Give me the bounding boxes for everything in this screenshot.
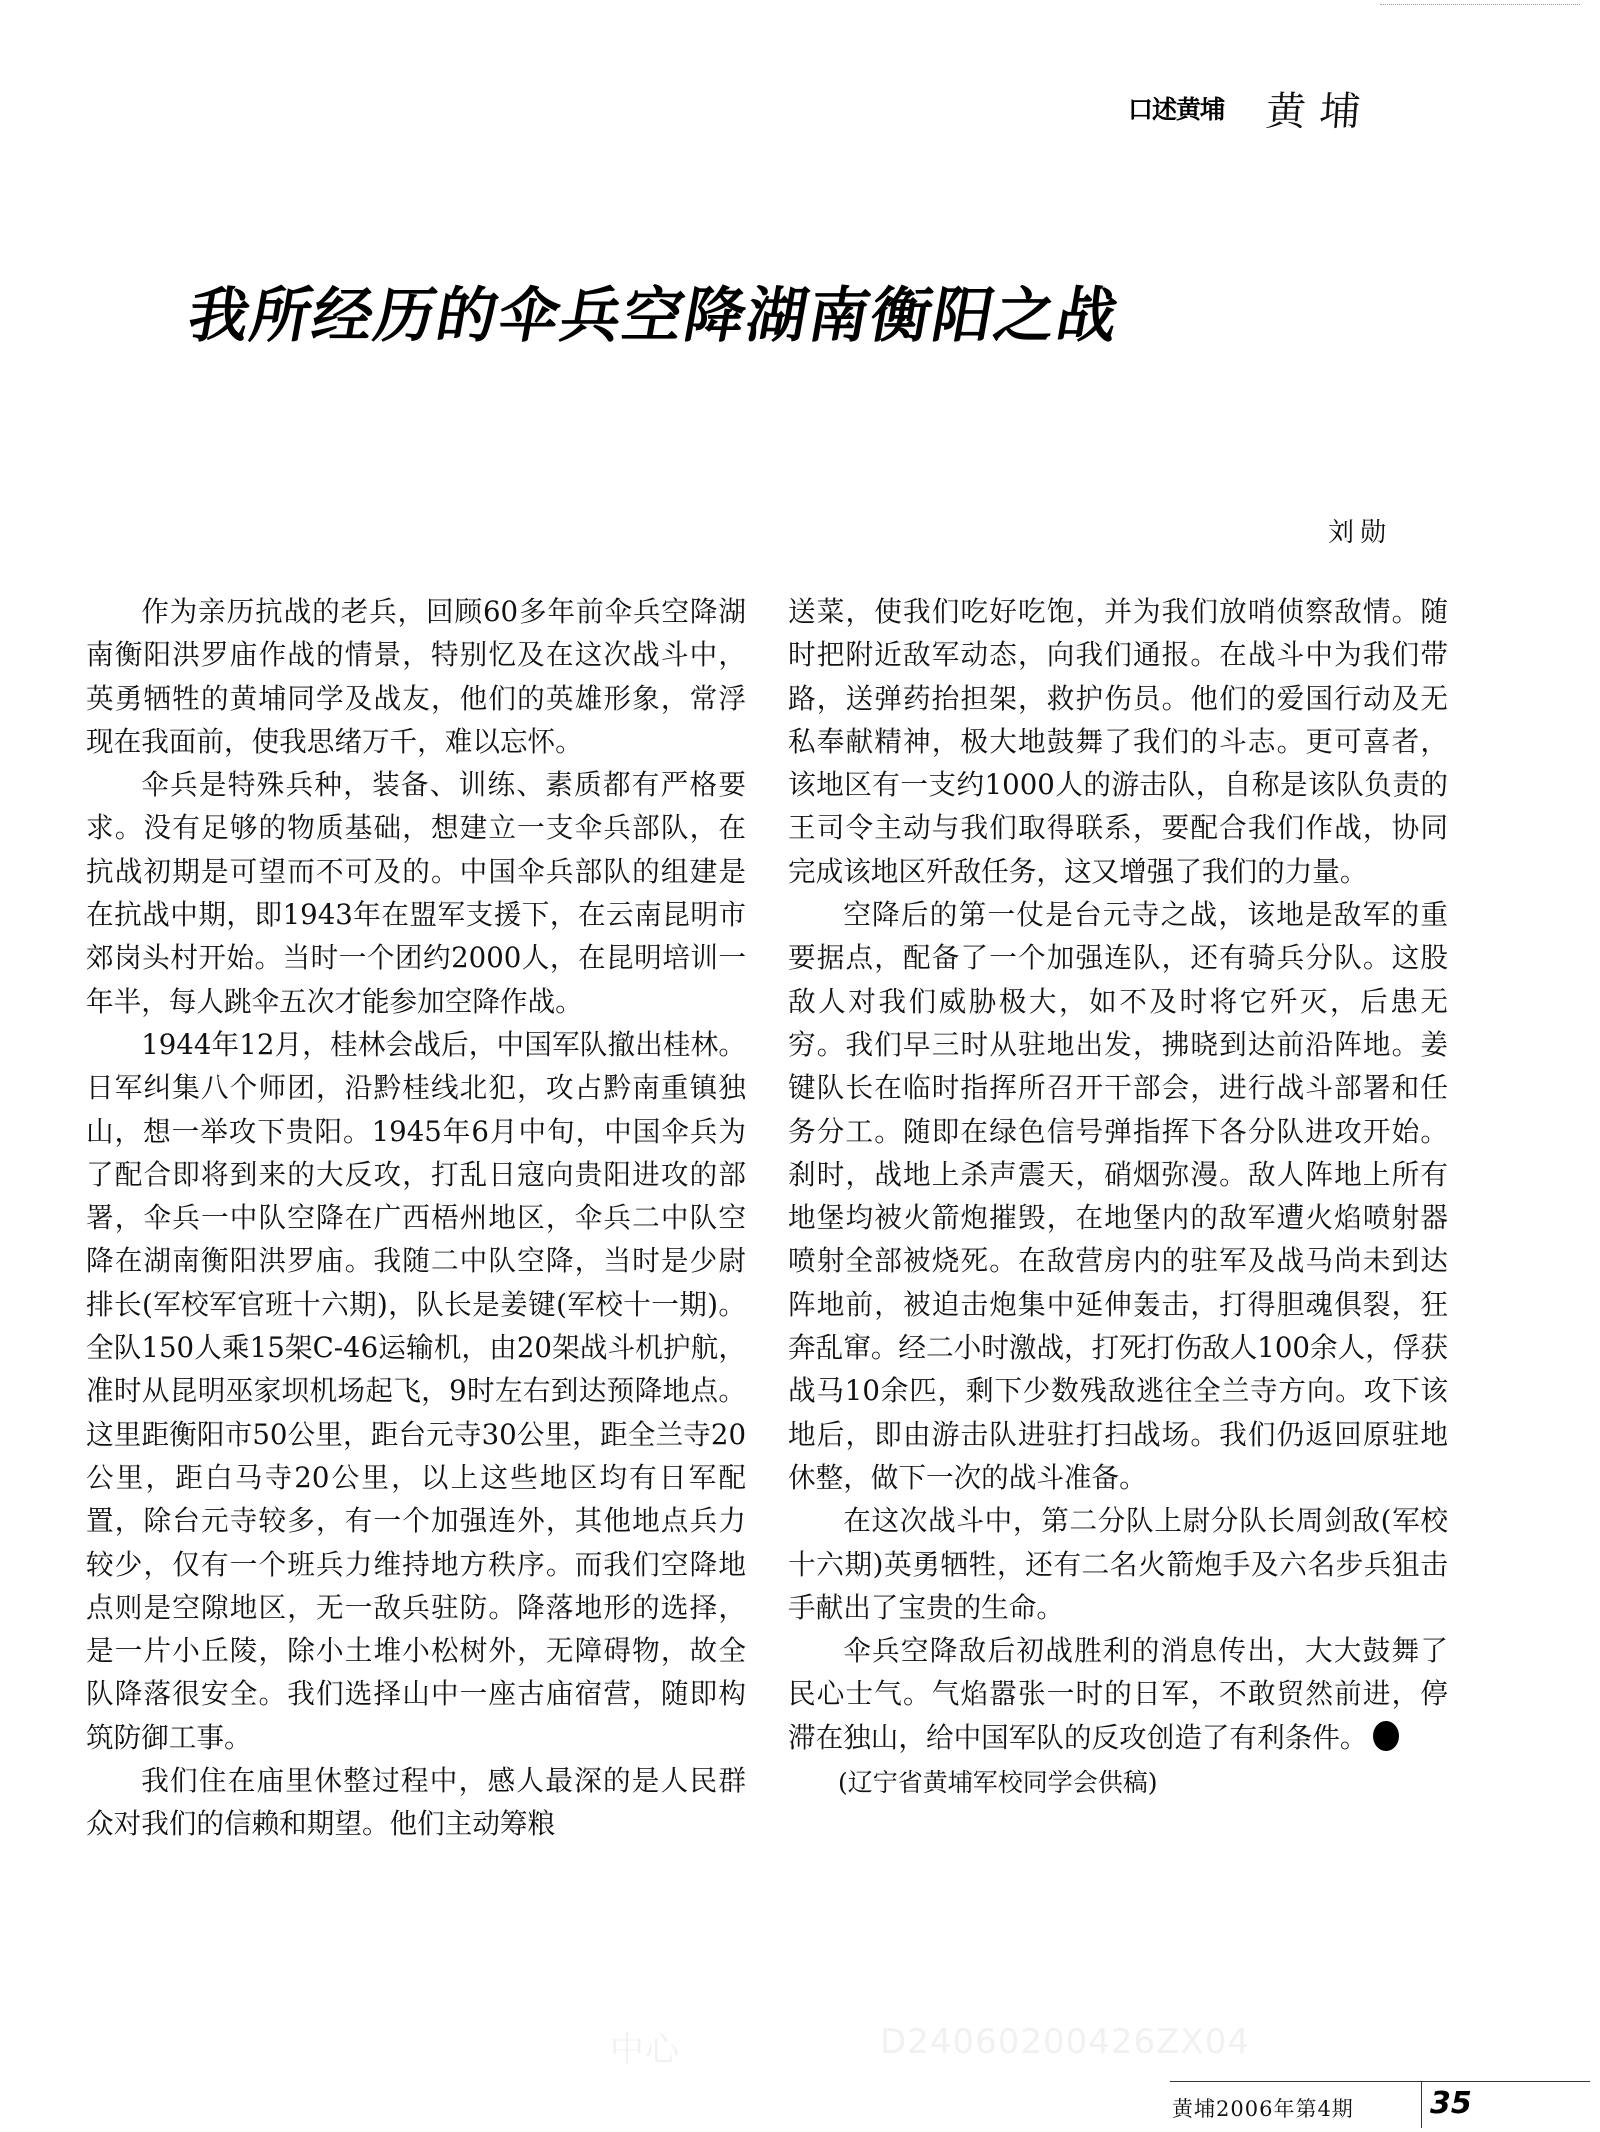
top-edge-rule (1380, 0, 1580, 5)
article-author: 刘勋 (1328, 518, 1393, 548)
paragraph (788, 1629, 1448, 1759)
end-of-article-bullet-icon (1373, 1721, 1399, 1751)
paragraph: 空降后的第一仗是台元寺之战，该地是敌军的重要据点，配备了一个加强连队，还有骑兵分队。这股敌人对我们威胁极大，如不及时将它歼灭，后患无穷。我们早三时从驻地出发，拂晓到达前沿阵地。姜键队长在临时指挥所召开干部会，进行战斗部署和任务分工。随即在绿色信号弹指挥下各分队进攻开始。刹时，战地上杀声震天，硝烟弥漫。敌人阵地上所有地堡均被火箭炮摧毁，在地堡内的敌军遭火焰喷射器喷射全部被烧死。在敌营房内的驻军及战马尚未到达阵地前，被迫击炮集中延伸轰击，打得胆魂俱裂，狂奔乱窜。经二小时激战，打死打伤敌人100余人，俘获战马10余匹，剩下少数残敌逃往全兰寺方向。攻下该地后，即由游击队进驻打扫战场。我们仍返回原驻地休整，做下一次的战斗准备。 (788, 898, 1448, 1494)
footer-divider (1421, 2082, 1422, 2128)
paragraph: 作为亲历抗战的老兵，回顾60多年前伞兵空降湖南衡阳洪罗庙作战的情景，特别忆及在这次战斗中，英勇牺牲的黄埔同学及战友，他们的英雄形象，常浮现在我面前，使我思绪万千，难以忘怀。 (86, 595, 746, 758)
column-name: 口述黄埔 (1128, 95, 1225, 124)
footer-issue: 黄埔2006年第4期 (1172, 2097, 1354, 2121)
right-column (788, 590, 1448, 1804)
paragraph: 伞兵是特殊兵种，装备、训练、素质都有严格要求。没有足够的物质基础，想建立一支伞兵部队，在抗战初期是可望而不可及的。中国伞兵部队的组建是在抗战中期，即1943年在盟军支援下，在云南昆明市郊岗头村开始。当时一个团约2000人，在昆明培训一年半，每人跳伞五次才能参加空降作战。 (86, 768, 746, 1018)
paragraph-text: 伞兵空降敌后初战胜利的消息传出，大大鼓舞了民心士气。气焰嚣张一时的日军，不敢贸然前进，停滞在独山，给中国军队的反攻创造了有利条件。 (788, 1634, 1448, 1754)
paragraph: 在这次战斗中，第二分队上尉分队长周剑敌(军校十六期)英勇牺牲，还有二名火箭炮手及六名步兵狙击手献出了宝贵的生命。 (788, 1504, 1448, 1624)
page-number: 35 (1430, 2086, 1472, 2121)
left-column (86, 590, 746, 1846)
watermark-text: 中心 (610, 2030, 680, 2070)
column-header (1128, 78, 1374, 138)
footer-rule (1170, 2081, 1590, 2082)
paragraph: 1944年12月，桂林会战后，中国军队撤出桂林。日军纠集八个师团，沿黔桂线北犯，攻占黔南重镇独山，想一举攻下贵阳。1945年6月中旬，中国伞兵为了配合即将到来的大反攻，打乱日寇向贵阳进攻的部署，伞兵一中队空降在广西梧州地区，伞兵二中队空降在湖南衡阳洪罗庙。我随二中队空降，当时是少尉排长(军校军官班十六期)，队长是姜键(军校十一期)。全队150人乘15架C-46运输机，由20架战斗机护航，准时从昆明巫家坝机场起飞，9时左右到达预降地点。这里距衡阳市50公里，距台元寺30公里，距全兰寺20公里，距白马寺20公里，以上这些地区均有日军配置，除台元寺较多，有一个加强连外，其他地点兵力较少，仅有一个班兵力维持地方秩序。而我们空降地点则是空隙地区，无一敌兵驻防。降落地形的选择，是一片小丘陵，除小土堆小松树外，无障碍物，故全队降落很安全。我们选择山中一座古庙宿营，随即构筑防御工事。 (86, 1027, 746, 1754)
source-note: (辽宁省黄埔军校同学会供稿) (838, 1768, 1158, 1798)
paragraph: 我们住在庙里休整过程中，感人最深的是人民群众对我们的信赖和期望。他们主动筹粮 (86, 1764, 746, 1841)
column-logo: 黄埔 (1264, 88, 1376, 135)
paragraph-continuation: 送菜，使我们吃好吃饱，并为我们放哨侦察敌情。随时把附近敌军动态，向我们通报。在战斗中为我们带路，送弹药抬担架，救护伤员。他们的爱国行动及无私奉献精神，极大地鼓舞了我们的斗志。更可喜者，该地区有一支约1000人的游击队，自称是该队负责的王司令主动与我们取得联系，要配合我们作战，协同完成该地区歼敌任务，这又增强了我们的力量。 (788, 595, 1448, 888)
article-title: 我所经历的伞兵空降湖南衡阳之战 (182, 281, 1126, 352)
watermark-code: D24060200426ZX04 (880, 2022, 1250, 2062)
